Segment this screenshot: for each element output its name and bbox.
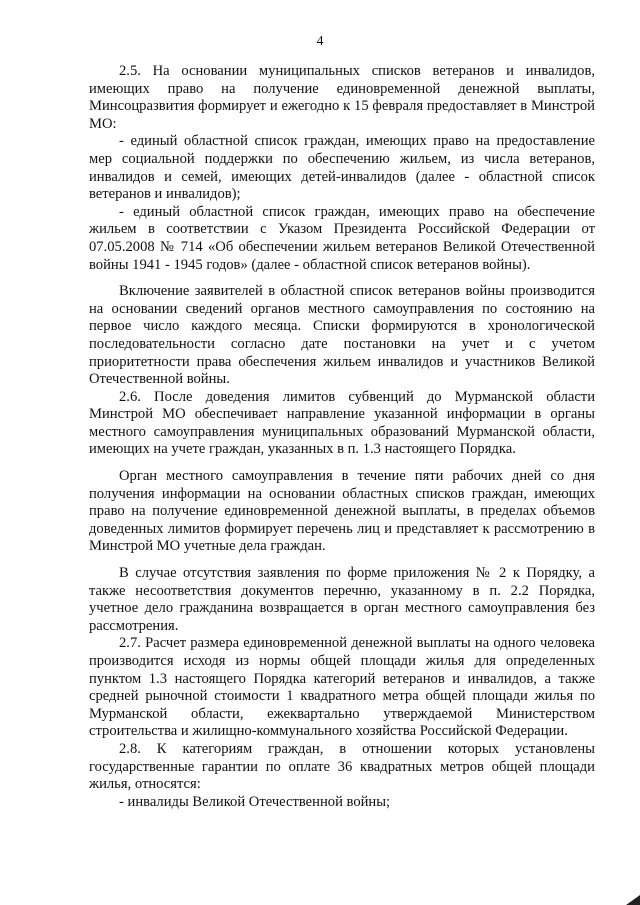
paragraph-2-8: 2.8. К категориям граждан, в отношении которых установлены государственные гарантии по оплате 36 квадратных метров общей площади жилья, относятся: [89, 740, 595, 793]
paragraph-2-7: 2.7. Расчет размера единовременной денежной выплаты на одного человека производится исходя из нормы общей площади жилья для определенных пунктом 1.3 настоящего Порядка категорий ветеранов и инвалидов, а также средней рыночной стоимости 1 квадратного метра общей площади жилья по Мурманской области, ежеквартально утверждаемой Министерством строительства и жилищно-коммунального хозяйства Российской Федерации. [89, 635, 595, 740]
list-item-veterans-invalids: - единый областной список граждан, имеющих право на предоставление мер социальной поддержки по обеспечению жильем, из числа ветеранов, инвалидов и семей, имеющих детей-инвалидов (далее - областной список ветеранов и инвалидов); [89, 133, 595, 203]
paragraph-local-authority: Орган местного самоуправления в течение пяти рабочих дней со дня получения информации на основании областных списков граждан, имеющих право на получение единовременной денежной выплаты, в пределах объемов доведенных лимитов формирует перечень лиц и представляет к рассмотрению в Минстрой МО учетные дела граждан. [89, 468, 595, 555]
list-item-war-invalids: - инвалиды Великой Отечественной войны; [119, 793, 391, 810]
paragraph-2-6: 2.6. После доведения лимитов субвенций до Мурманской области Минстрой МО обеспечивает направление указанной информации в органы местного самоуправления муниципальных образований Мурманской области, имеющих на учете граждан, указанных в п. 1.3 настоящего Порядка. [89, 388, 595, 458]
list-item-war-veterans: - единый областной список граждан, имеющих право на обеспечение жильем в соответствии с Указом Президента Российской Федерации от 07.05.2008 № 714 «Об обеспечении жильем ветеранов Великой Отечественной войны 1941 - 1945 годов» (далее - областной список ветеранов войны). [89, 203, 595, 273]
paragraph-return-case: В случае отсутствия заявления по форме приложения № 2 к Порядку, а также несоответствия документов перечню, указанному в п. 2.2 Порядка, учетное дело гражданина возвращается в орган местного самоуправления без рассмотрения. [89, 565, 595, 634]
paragraph-2-5: 2.5. На основании муниципальных списков ветеранов и инвалидов, имеющих право на получение единовременной денежной выплаты, Минсоцразвития формирует и ежегодно к 15 февраля предоставляет в Минстрой МО: [89, 63, 595, 132]
page-number: 4 [316, 34, 324, 49]
scan-edge-artifact [626, 895, 640, 905]
document-body [89, 63, 595, 811]
paragraph-inclusion: Включение заявителей в областной список ветеранов войны производится на основании сведений органов местного самоуправления по состоянию на первое число каждого месяца. Списки формируются в хронологической последовательности согласно дате постановки на учет и с учетом приоритетности права обеспечения жильем инвалидов и участников Великой Отечественной войны. [89, 283, 595, 388]
